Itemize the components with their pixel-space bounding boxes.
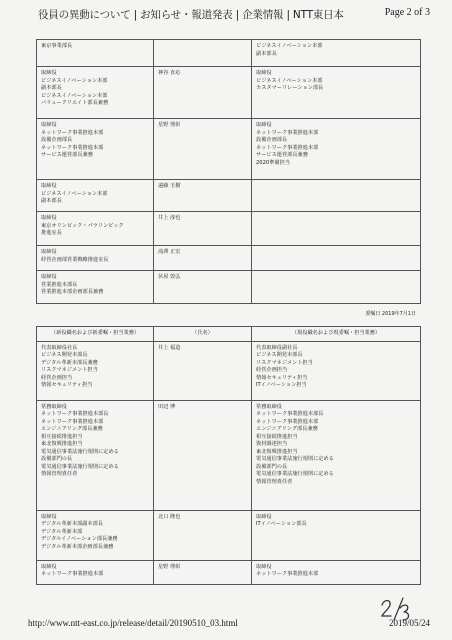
print-date: 2019/05/24 [388, 618, 430, 628]
person-name-cell [154, 40, 252, 67]
person-name-cell: 北口 隆也 [154, 510, 252, 560]
new-position-cell: 取締役 経営企画部営業戦略推進室長 [37, 246, 154, 271]
person-name-cell: 井上 淳也 [154, 212, 252, 246]
current-position-cell: 取締役 ネットワーク事業推進本部 設備企画部長 ネットワーク事業推進本部 サービス運営部長兼務 2020準備担当 [252, 119, 421, 180]
person-name-cell: 星野 理彰 [154, 560, 252, 584]
new-position-cell: 常務取締役 ネットワーク事業推進本部長 ネットワーク事業推進本部 エンジニアリング部長兼務 相互接続推進担当 東北復興推進担当 電気通信事業法施行規則に定める 設備部門の長 電気通信事業法施行規則に定める 情報管理責任者 [37, 400, 154, 510]
current-position-cell: 常務取締役 ネットワーク事業推進本部長 ネットワーク事業推進本部 エンジニアリング部長兼務 相互接続推進担当 資材調達担当 東北復興推進担当 電気通信事業法施行規則に定める 設備部門の長 電気通信事業法施行規則に定める 情報管理責任者 [252, 400, 421, 510]
table-row [37, 119, 421, 180]
new-position-cell: 取締役 デジタル革新本部副本部長 デジタル革新本部 デジタルイノベーション部長兼務 デジタル革新本部企画部長兼務 [37, 510, 154, 560]
handwritten-page-mark-icon [379, 596, 413, 622]
table-header-row [37, 327, 421, 342]
new-position-cell: 東京事業部長 [37, 40, 154, 67]
column-header-name: （氏名） [154, 327, 252, 342]
person-name-cell: 滝澤 正宏 [154, 246, 252, 271]
officer-changes-table-1 [36, 39, 421, 304]
officer-changes-table-2 [36, 326, 421, 585]
column-header-new: （新役職名および新委嘱・担当業務） [37, 327, 154, 342]
person-name-cell: 田辺 博 [154, 400, 252, 510]
person-name-cell: 神谷 直応 [154, 67, 252, 119]
header-title: 役員の異動について | お知らせ・報道発表 | 企業情報 | NTT東日本 [38, 9, 344, 21]
new-position-cell: 取締役 ビジネスイノベーション本部 副本部長 ビジネスイノベーション本部 バリュークリエイト部長兼務 [37, 67, 154, 119]
table-row [37, 40, 421, 67]
current-position-cell [252, 212, 421, 246]
table-row [37, 180, 421, 212]
table-row [37, 510, 421, 560]
person-name-cell: 星野 理彰 [154, 119, 252, 180]
person-name-cell: 井上 福造 [154, 341, 252, 400]
table-row [37, 67, 421, 119]
table-row [37, 212, 421, 246]
current-position-cell [252, 271, 421, 304]
person-name-cell: 遠藤 玉樹 [154, 180, 252, 212]
table-row [37, 400, 421, 510]
table-row [37, 341, 421, 400]
current-position-cell [252, 180, 421, 212]
table-row [37, 246, 421, 271]
table-row [37, 271, 421, 304]
column-header-current: （現役職名および現委嘱・担当業務） [252, 327, 421, 342]
current-position-cell: 代表取締役副社長 ビジネス開発本部長 リスクマネジメント担当 経営企画担当 情報セキュリティ担当 ITイノベーション担当 [252, 341, 421, 400]
current-position-cell: 取締役 ITイノベーション部長 [252, 510, 421, 560]
appointment-date-note: 委嘱日 2019年7月1日 [365, 311, 416, 317]
current-position-cell: ビジネスイノベーション本部 副本部長 [252, 40, 421, 67]
current-position-cell: 取締役 ビジネスイノベーション本部 カスタマーリレーション部長 [252, 67, 421, 119]
new-position-cell: 取締役 ネットワーク事業推進本部 設備企画部長 ネットワーク事業推進本部 サービス運営部長兼務 [37, 119, 154, 180]
new-position-cell: 代表取締役社長 ビジネス開発本部長 デジタル革新本部長兼務 リスクマネジメント担当 経営企画担当 情報セキュリティ担当 [37, 341, 154, 400]
new-position-cell: 取締役 ビジネスイノベーション本部 副本部長 [37, 180, 154, 212]
current-position-cell [252, 246, 421, 271]
person-name-cell: 伏屋 敦弘 [154, 271, 252, 304]
current-position-cell: 取締役 ネットワーク事業推進本部 [252, 560, 421, 584]
new-position-cell: 取締役 ネットワーク事業推進本部 [37, 560, 154, 584]
source-url: http://www.ntt-east.co.jp/release/detail/20190510_03.html [28, 618, 238, 628]
table-row [37, 560, 421, 584]
new-position-cell: 取締役 東京オリンピック・パラリンピック 推進室長 [37, 212, 154, 246]
new-position-cell: 取締役 営業推進本部長 営業推進本部企画部長兼務 [37, 271, 154, 304]
page-indicator: Page 2 of 3 [384, 7, 430, 18]
